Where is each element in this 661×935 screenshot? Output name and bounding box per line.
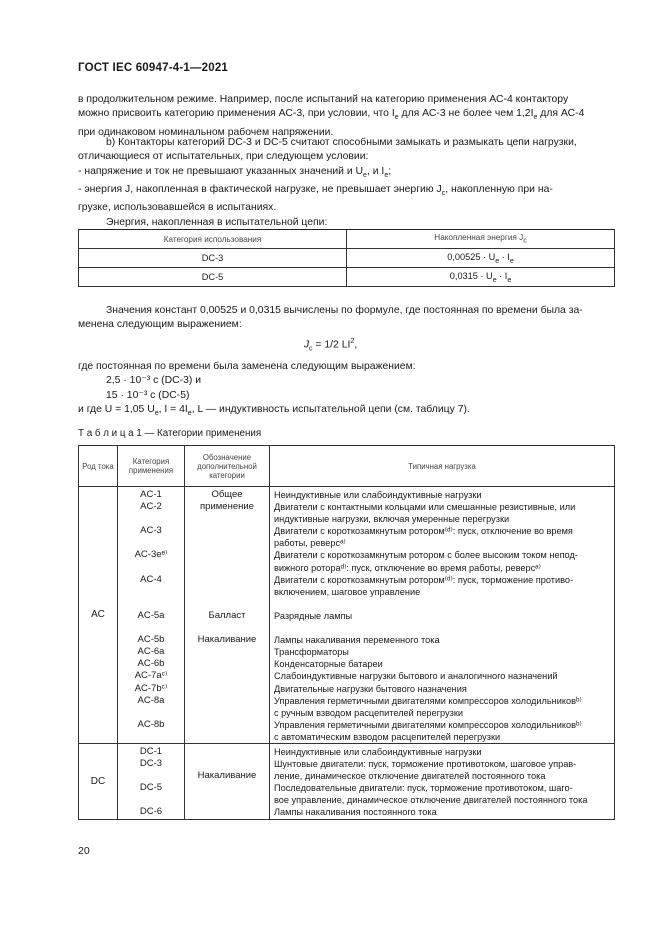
additional-category: [185, 525, 269, 537]
category-code: AC-3eᵉ⁾: [134, 549, 168, 561]
typical-load: [270, 598, 614, 610]
additional-category-cell: [185, 487, 270, 744]
typical-load: Разрядные лампы: [274, 610, 353, 621]
formula-symbol: J: [303, 339, 310, 351]
category-code: AC-7bᶜ⁾: [134, 682, 168, 694]
category-code: [118, 794, 184, 806]
category-code: [118, 731, 184, 743]
superscript: 2: [350, 338, 355, 345]
additional-category: [185, 562, 269, 574]
subscript: e: [187, 409, 192, 417]
category-code: DC-1: [139, 745, 163, 757]
text-span: можно присвоить категорию применения АС-3, при условии, что I: [78, 108, 395, 120]
text-line: отличающиеся от испытательных, при следующем условии:: [78, 151, 369, 163]
text-span: 0,00525 · U: [447, 251, 496, 262]
text-span: 0,0315 · U: [449, 270, 493, 281]
typical-load: индуктивные нагрузки, включая умеренные перегрузки: [274, 514, 510, 525]
table-header-row: [79, 446, 615, 487]
text-line: [78, 107, 615, 125]
text-line: менена следующим выражением:: [78, 319, 242, 331]
additional-category: [185, 758, 269, 770]
category-code: AC-6b: [137, 658, 165, 670]
typical-load: работы, реверсᵃ⁾: [274, 538, 346, 549]
subscript: e: [154, 409, 159, 417]
column-header: Категория использования: [79, 230, 347, 249]
text-span: и где U = 1,05 U: [78, 403, 155, 415]
additional-category: Накаливание: [197, 770, 257, 782]
additional-category: [185, 549, 269, 561]
additional-category: Общее: [211, 489, 243, 500]
additional-category-cell: [185, 743, 270, 819]
category-code: [118, 598, 184, 610]
column-header: Род тока: [79, 446, 118, 487]
category-code: DC-3: [139, 758, 163, 770]
text-span: - напряжение и ток не превышают указанных значений и U: [78, 165, 364, 177]
category-code: AC-6a: [137, 646, 165, 658]
text-span: для АС-3 не более чем 1,2I: [398, 108, 534, 120]
subscript: c: [523, 237, 527, 245]
text-line: b) Контакторы категорий DC-3 и DC-5 считают способными замыкать и размыкать цепи нагрузки,: [106, 137, 577, 148]
text-line: где постоянная по времени была заменена следующим выражением:: [78, 361, 416, 372]
category-code: AC-8a: [137, 694, 165, 706]
subscript: e: [363, 171, 367, 179]
category-code: [118, 537, 184, 549]
additional-category: [185, 695, 269, 707]
typical-load: Управления герметичными двигателями компрессоров холодильниковᵇ⁾: [274, 719, 582, 730]
subscript: c: [441, 190, 446, 198]
energy-table-header: [79, 230, 615, 249]
category-code: DC-5: [139, 782, 163, 794]
table-caption: Т а б л и ц а 1 — Категории применения: [78, 428, 262, 439]
additional-category: [185, 719, 269, 731]
additional-category: [185, 646, 269, 658]
subscript: e: [509, 257, 514, 265]
typical-load: Лампы накаливания переменного тока: [274, 635, 440, 646]
additional-category: [185, 683, 269, 695]
subscript: e: [507, 276, 512, 284]
additional-category: [185, 707, 269, 719]
typical-load: включением, шаговое управление: [274, 586, 421, 597]
category-code: AC-2: [140, 501, 162, 513]
subscript: e: [533, 114, 538, 122]
category-code: [118, 622, 184, 634]
typical-load: Управления герметичными двигателями компрессоров холодильниковᵇ⁾: [274, 695, 582, 706]
category-code: AC-5b: [137, 634, 165, 646]
additional-category: [185, 794, 269, 806]
additional-category: [185, 622, 269, 634]
category-code: AC-8b: [137, 718, 165, 730]
typical-load: Двигательные нагрузки бытового назначения: [274, 683, 467, 694]
column-header: [347, 230, 615, 249]
typical-load: [270, 622, 614, 634]
typical-load: вое управление, динамическое отключение двигателей постоянного тока: [274, 795, 588, 806]
text-span: , L — индуктивность испытательной цепи (см. таблицу 7).: [191, 403, 470, 415]
text-line: 2,5 · 10⁻³ с (DC-3) и: [106, 375, 202, 387]
subscript: e: [495, 257, 500, 265]
category-cell: [118, 743, 185, 819]
utilization-categories-table: [78, 445, 615, 820]
subscript: e: [492, 276, 497, 284]
energy-table: [78, 229, 615, 287]
typical-load: Двигатели с короткозамкнутым ротором с более высоким током непод-: [274, 550, 578, 561]
page-number: 20: [78, 845, 90, 857]
additional-category: [185, 658, 269, 670]
additional-category: [185, 537, 269, 549]
typical-load: Неиндуктивные или слабоиндуктивные нагрузки: [274, 746, 482, 757]
typical-load: с автоматическим взводом расцепителей перегрузки: [274, 731, 501, 742]
typical-load: Шунтовые двигатели: пуск, торможение противотоком, шаговое управ-: [274, 759, 577, 770]
column-header: Типичная нагрузка: [270, 446, 615, 487]
text-span: · I: [496, 270, 508, 281]
column-header: Обозначение дополнительной категории: [185, 446, 270, 487]
category-code: [118, 707, 184, 719]
text-line: в продолжительном режиме. Например, после испытаний на категорию применения АС-4 контактору: [78, 94, 569, 105]
typical-load: Двигатели с короткозамкнутым ротором⁽ᵈ⁾: пуск, отключение во время: [274, 526, 573, 537]
typical-load: Лампы накаливания постоянного тока: [274, 807, 437, 818]
additional-category: [185, 513, 269, 525]
category-code: AC-4: [140, 573, 162, 585]
category-code: DC-6: [139, 806, 163, 818]
table-cell: [347, 268, 615, 287]
table-cell: DC-5: [79, 268, 347, 287]
text-span: для АС-4: [537, 108, 585, 120]
typical-load: Конденсаторные батареи: [274, 659, 383, 670]
column-header: Категория применения: [118, 446, 185, 487]
paragraph-2: [78, 136, 615, 230]
table-cell: [347, 249, 615, 268]
table-cell: DC-3: [79, 249, 347, 268]
category-code: AC-7aᶜ⁾: [134, 670, 168, 682]
category-code: AC-1: [140, 489, 162, 500]
typical-load: Неиндуктивные или слабоиндуктивные нагрузки: [274, 490, 482, 500]
typical-load: Двигатели с короткозамкнутым ротором⁽ᵈ⁾: пуск, торможение противо-: [274, 574, 574, 585]
typical-load: вижного ротораᵈ⁾: пуск, отключение во время работы, реверсᵃ⁾: [274, 562, 541, 573]
text-line: [78, 165, 615, 183]
typical-load: Последовательные двигатели: пуск, торможение противотоком, шаго-: [274, 783, 573, 794]
additional-category: [185, 574, 269, 586]
text-span: ,: [354, 339, 358, 351]
category-code: AC-5a: [137, 609, 165, 621]
subscript: e: [384, 171, 389, 179]
additional-category: [185, 598, 269, 610]
current-type-cell: DC: [79, 743, 118, 819]
additional-category: [185, 586, 269, 598]
text-line: грузке, использовавшейся в испытаниях.: [78, 202, 277, 214]
additional-category: [185, 746, 269, 758]
additional-category: [185, 731, 269, 743]
subscript: e: [394, 114, 399, 122]
text-line: Значения констант 0,00525 и 0,0315 вычислены по формуле, где постоянная по времени была за-: [106, 305, 583, 316]
additional-category: Накаливание: [197, 634, 257, 646]
text-line: Энергия, накопленная в испытательной цепи:: [106, 216, 328, 228]
text-span: , накопленную при на-: [445, 183, 553, 195]
category-code: [118, 770, 184, 782]
table-row: [79, 249, 615, 268]
typical-load: ление, динамическое отключение двигателей постоянного тока: [274, 771, 546, 782]
subscript: c: [309, 345, 313, 353]
additional-category: [185, 806, 269, 818]
text-line: при одинаковом номинальном рабочем напряжении.: [78, 126, 334, 138]
text-line: [78, 183, 615, 201]
current-type-cell: АС: [79, 487, 118, 744]
typical-load: Слабоиндуктивные нагрузки бытового и аналогичного назначений: [274, 671, 558, 682]
category-code: AC-3: [140, 525, 162, 537]
typical-load: Двигатели с контактными кольцами или смешанные резистивные, или: [274, 502, 576, 513]
typical-load: Трансформаторы: [274, 647, 349, 658]
text-span: - энергия J, накопленная в фактической нагрузке, не превышает энергию J: [78, 183, 442, 195]
text-span: , и I: [366, 165, 385, 177]
category-code: [118, 586, 184, 598]
category-cell: [118, 487, 185, 744]
text-span: Накопленная энергия J: [434, 233, 524, 243]
table-row: [79, 268, 615, 287]
typical-load-cell: [270, 743, 615, 819]
paragraph-7: [78, 360, 615, 421]
table-row-ac: [79, 487, 615, 744]
typical-load: с ручным взводом расцепителей перегрузки: [274, 707, 463, 718]
additional-category: [185, 782, 269, 794]
paragraph-1: [78, 93, 615, 140]
category-code: [118, 562, 184, 574]
text-line: 15 · 10⁻³ с (DC-5): [106, 389, 190, 401]
paragraph-6: [78, 304, 615, 333]
text-span: · I: [499, 251, 510, 262]
energy-formula: [0, 338, 661, 353]
text-span: ;: [388, 165, 392, 177]
additional-category: применение: [200, 501, 254, 513]
document-header: ГОСТ IEC 60947-4-1—2021: [78, 62, 229, 74]
text-span: , I = 4I: [158, 403, 188, 415]
additional-category: [185, 670, 269, 682]
additional-category: Балласт: [208, 609, 246, 621]
category-code: [118, 513, 184, 525]
typical-load-cell: [270, 487, 615, 744]
text-line: [78, 403, 615, 421]
table-row-dc: [79, 743, 615, 819]
text-span: = 1/2 LI: [312, 339, 351, 351]
